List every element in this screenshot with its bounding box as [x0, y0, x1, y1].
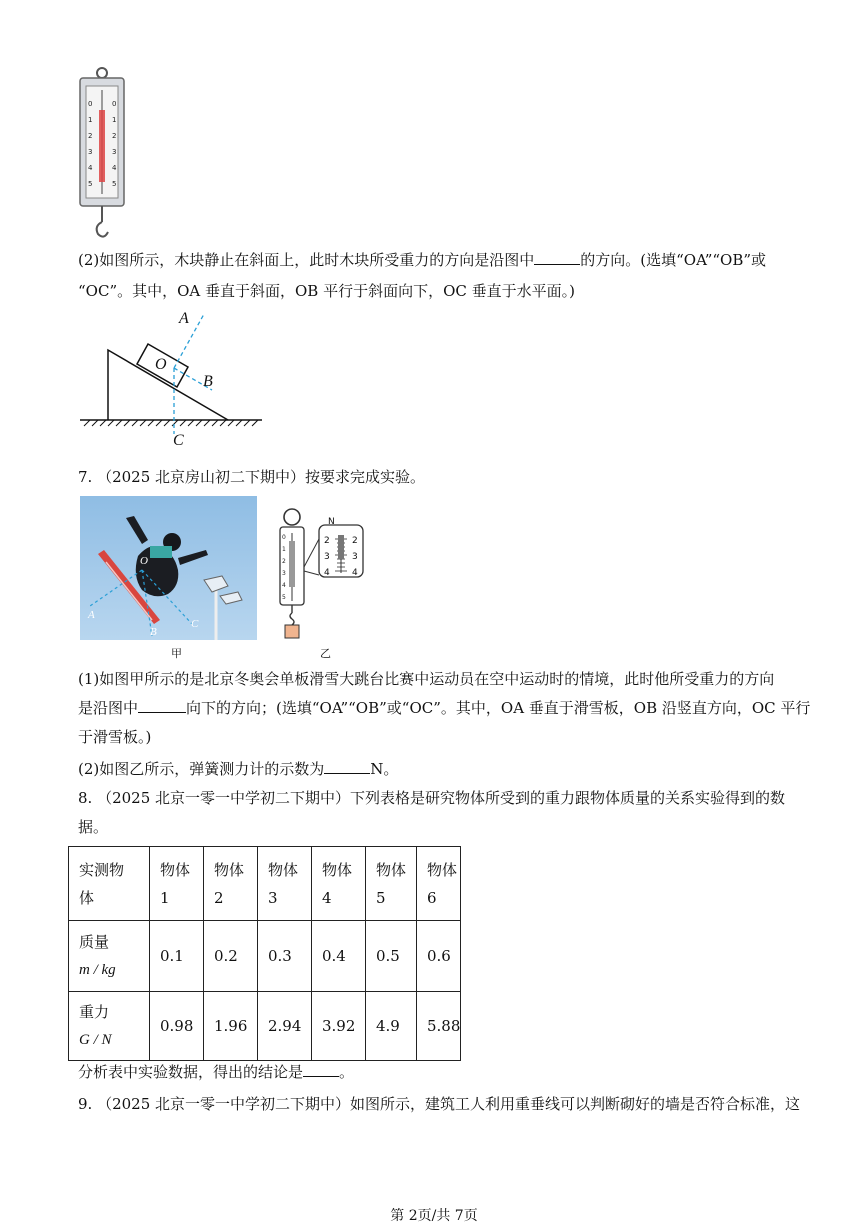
- svg-text:4: 4: [324, 568, 330, 578]
- q6-2-line1: (2)如图所示，木块静止在斜面上，此时木块所受重力的方向是沿图中 的方向。(选填“OA”“OB”或: [78, 251, 767, 269]
- table-header-cell: 物体 6: [417, 847, 461, 921]
- table-header-cell: 物体 1: [150, 847, 204, 921]
- svg-text:2: 2: [282, 558, 286, 565]
- table-cell: 0.1: [150, 921, 204, 992]
- svg-text:1: 1: [112, 116, 117, 124]
- q6-2-line2: “OC”。其中，OA 垂直于斜面，OB 平行于斜面向下，OC 垂直于水平面。): [78, 282, 575, 300]
- photo-label-a: A: [88, 609, 95, 621]
- svg-text:1: 1: [282, 546, 286, 553]
- svg-text:4: 4: [88, 164, 93, 172]
- answer-blank: [303, 1061, 339, 1077]
- answer-blank: [324, 758, 370, 774]
- q8-title-line2: 据。: [78, 818, 109, 836]
- svg-text:3: 3: [324, 552, 330, 562]
- svg-text:5: 5: [88, 180, 93, 188]
- svg-text:2: 2: [324, 536, 330, 546]
- q8-conclusion: 分析表中实验数据，得出的结论是 。: [78, 1063, 355, 1081]
- incline-label-b: B: [203, 373, 213, 390]
- svg-text:0: 0: [112, 100, 117, 108]
- table-cell: 2.94: [258, 992, 312, 1061]
- q9-title: 9. （2025 北京一零一中学初二下期中）如图所示，建筑工人利用重垂线可以判断砌好的墙是否符合标准，这: [78, 1095, 801, 1113]
- svg-text:3: 3: [352, 552, 358, 562]
- table-header-cell: 物体 4: [312, 847, 366, 921]
- photo-label-o: O: [140, 555, 148, 567]
- answer-blank: [138, 697, 186, 713]
- table-cell: 0.4: [312, 921, 366, 992]
- svg-text:3: 3: [282, 570, 286, 577]
- q7-1-line3: 于滑雪板。): [78, 728, 152, 746]
- gauge-unit-label: N: [328, 517, 335, 527]
- table-row-label: 质量 m / kg: [69, 921, 150, 992]
- table-cell: 0.98: [150, 992, 204, 1061]
- table-cell: 1.96: [204, 992, 258, 1061]
- svg-text:4: 4: [112, 164, 117, 172]
- table-cell: 5.88: [417, 992, 461, 1061]
- photo-label-b: B: [150, 626, 157, 638]
- fig-yi-caption: 乙: [320, 647, 331, 660]
- svg-text:3: 3: [112, 148, 117, 156]
- table-row-label: 重力 G / N: [69, 992, 150, 1061]
- svg-text:2: 2: [352, 536, 358, 546]
- svg-text:4: 4: [282, 582, 286, 589]
- q7-title: 7. （2025 北京房山初二下期中）按要求完成实验。: [78, 468, 426, 486]
- svg-text:1: 1: [88, 116, 93, 124]
- svg-text:3: 3: [88, 148, 93, 156]
- svg-text:0: 0: [88, 100, 93, 108]
- table-cell: 3.92: [312, 992, 366, 1061]
- page-footer: 第 2页/共 7页: [390, 1208, 478, 1224]
- incline-label-o: O: [155, 356, 167, 373]
- q7-2-line: (2)如图乙所示，弹簧测力计的示数为 N。: [78, 760, 399, 778]
- table-cell: 0.2: [204, 921, 258, 992]
- q8-title-line1: 8. （2025 北京一零一中学初二下期中）下列表格是研究物体所受到的重力跟物体质量的关系实验得到的数: [78, 789, 786, 807]
- table-header-cell: 物体 3: [258, 847, 312, 921]
- table-header-cell: 实测物 体: [69, 847, 150, 921]
- table-header-row: [69, 847, 461, 921]
- fig-jia-caption: 甲: [171, 647, 182, 660]
- answer-blank: [534, 249, 580, 265]
- svg-text:4: 4: [352, 568, 358, 578]
- spring-scale-figure: [76, 66, 128, 242]
- table-cell: 0.3: [258, 921, 312, 992]
- table-row: [69, 992, 461, 1061]
- svg-text:5: 5: [112, 180, 117, 188]
- table-header-cell: 物体 5: [366, 847, 417, 921]
- table-cell: 0.6: [417, 921, 461, 992]
- q7-1-line2: 是沿图中 向下的方向；(选填“OA”“OB”或“OC”。其中，OA 垂直于滑雪板，OB 沿竖直方向，OC 平行: [78, 699, 811, 717]
- photo-label-c: C: [191, 618, 199, 630]
- svg-text:2: 2: [112, 132, 117, 140]
- table-cell: 4.9: [366, 992, 417, 1061]
- q7-1-line1: (1)如图甲所示的是北京冬奥会单板滑雪大跳台比赛中运动员在空中运动时的情境，此时他所受重力的方向: [78, 670, 775, 688]
- svg-text:2: 2: [88, 132, 93, 140]
- table-header-cell: 物体 2: [204, 847, 258, 921]
- table-row: [69, 921, 461, 992]
- incline-label-c: C: [173, 432, 184, 449]
- data-table: [68, 846, 461, 1061]
- table-cell: 0.5: [366, 921, 417, 992]
- spring-gauge-figure: [275, 505, 367, 640]
- snowboarder-photo: [80, 496, 257, 640]
- svg-text:0: 0: [282, 534, 286, 541]
- incline-label-a: A: [179, 310, 189, 327]
- svg-text:5: 5: [282, 594, 286, 601]
